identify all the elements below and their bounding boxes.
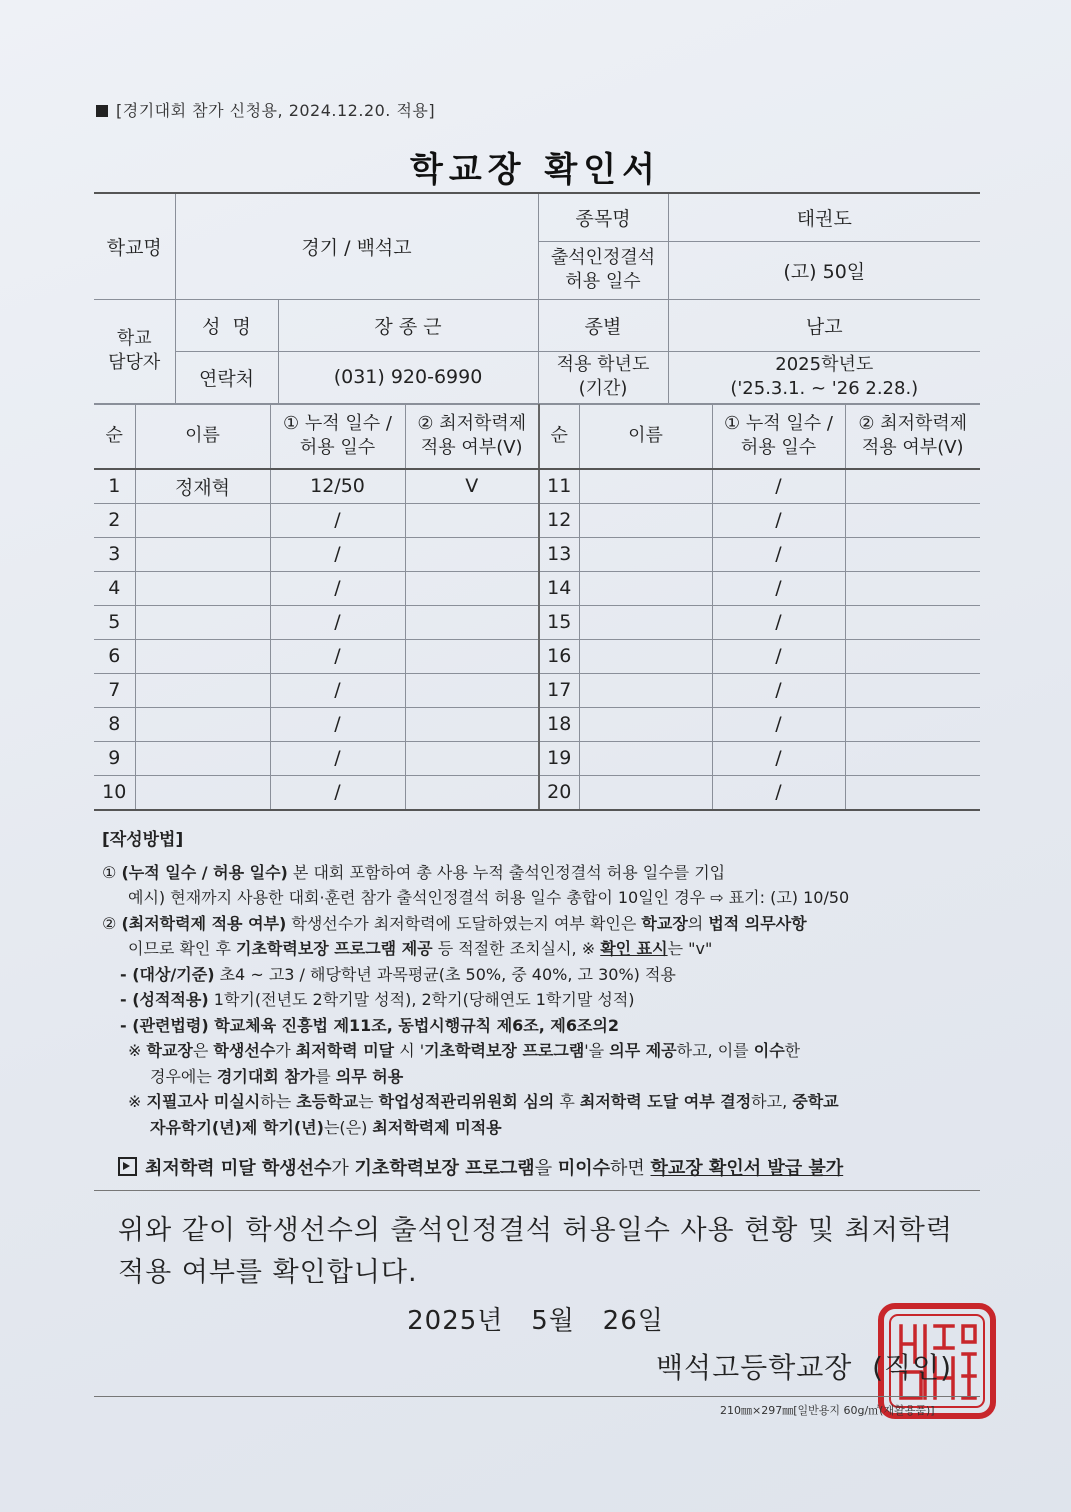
header-note-text: [경기대회 참가 신청용, 2024.12.20. 적용] (116, 101, 436, 120)
roster-header-days-right-line2: 허용 일수 (740, 437, 817, 459)
student-name (135, 741, 270, 775)
student-name-right (579, 537, 712, 571)
note-1-mark: ※ (128, 1041, 147, 1060)
instruction-2-text-e: 는 "v" (667, 939, 713, 958)
row-number-right: 13 (539, 537, 579, 571)
note-1-t5: 하고, 이를 (676, 1041, 754, 1060)
row-number: 3 (94, 537, 135, 571)
note-1-b2: 학생선수 (213, 1041, 276, 1060)
roster-header-min (405, 405, 539, 469)
category-value: 남고 (668, 299, 980, 351)
manager-label-line2: 담당자 (108, 352, 161, 373)
year-label-line2: (기간) (578, 378, 628, 399)
note-1-c3: 를 (315, 1066, 336, 1086)
table-row (94, 639, 980, 673)
note-1-b4: 기초학력보장 프로그램 (424, 1041, 585, 1060)
year-value-line1: 2025학년도 (775, 354, 874, 375)
student-name-right (579, 605, 712, 639)
student-name (135, 503, 270, 537)
roster-body (94, 469, 980, 810)
note-2-t3: 후 (554, 1092, 580, 1111)
notice-t1: 가 (331, 1158, 355, 1179)
note-1-cont (102, 1064, 982, 1090)
instruction-2-text-b: 의 (687, 913, 709, 933)
row-number: 4 (94, 571, 135, 605)
minimum-standard-right (845, 741, 980, 775)
minimum-standard (405, 775, 539, 810)
roster-header-min-line1: ② 최저학력제 (417, 413, 527, 435)
instruction-2-bold-b: 학교장 (641, 913, 688, 933)
detail-target-text: 초4 ~ 고3 / 해당학년 과목평균(초 50%, 중 40%, 고 30%) 적용 (214, 964, 676, 984)
row-number: 2 (94, 503, 135, 537)
instructions-heading: [작성방법] (102, 830, 184, 850)
roster-header-days-line2: 허용 일수 (299, 437, 376, 459)
minimum-standard (405, 741, 539, 775)
minimum-standard-right (845, 605, 980, 639)
signer: 백석고등학교장 (직인) (656, 1351, 953, 1384)
days-used-right: / (712, 775, 845, 810)
note-2-t1: 하는 (260, 1092, 297, 1111)
name-label: 성 명 (175, 299, 278, 351)
minimum-standard-right (845, 571, 980, 605)
detail-grades-title: - (성적적용) (120, 990, 209, 1009)
note-2-t2: 는 (358, 1092, 379, 1111)
roster-header-min-right (845, 405, 980, 469)
roster-table (94, 404, 980, 811)
table-row (94, 571, 980, 605)
table-row (94, 469, 980, 504)
manager-label-line1: 학교 (116, 328, 152, 349)
days-used: 12/50 (270, 469, 405, 504)
name-value: 장 종 근 (278, 299, 538, 351)
row-number: 9 (94, 741, 135, 775)
note-1-c4: 의무 허용 (335, 1066, 404, 1086)
student-name-right (579, 707, 712, 741)
days-used: / (270, 503, 405, 537)
contact-label: 연락처 (175, 351, 278, 403)
note-2-cont (102, 1115, 982, 1141)
student-name-right (579, 741, 712, 775)
roster-header-days-right (712, 405, 845, 469)
instruction-1-number: ① (102, 862, 117, 882)
days-used-right: / (712, 605, 845, 639)
days-used: / (270, 673, 405, 707)
header-note (96, 98, 435, 121)
note-1-t2: 가 (275, 1041, 296, 1060)
row-number-right: 16 (539, 639, 579, 673)
instruction-1 (102, 860, 982, 886)
note-2-t4: 하고, (751, 1092, 793, 1111)
days-used: / (270, 571, 405, 605)
row-number: 7 (94, 673, 135, 707)
note-2-b3: 학업성적관리위원회 심의 (378, 1092, 555, 1111)
notice-b4: 학교장 확인서 발급 불가 (650, 1158, 844, 1179)
note-1-b5: 의무 제공 (609, 1041, 677, 1060)
days-used-right: / (712, 537, 845, 571)
table-row (94, 741, 980, 775)
minimum-standard-right (845, 503, 980, 537)
row-number: 5 (94, 605, 135, 639)
roster-header-days (270, 405, 405, 469)
row-number-right: 15 (539, 605, 579, 639)
note-2 (102, 1089, 982, 1115)
roster-header-days-line1: ① 누적 일수 / (283, 413, 392, 435)
student-name (135, 707, 270, 741)
instruction-1-example: 예시) 현재까지 사용한 대회·훈련 참가 출석인정결석 허용 일수 총합이 10일인 경우 ⇨ 표기: (고) 10/50 (128, 888, 850, 907)
school-value: 경기 / 백석고 (175, 193, 538, 299)
roster-header-name: 이름 (135, 405, 270, 469)
notice (118, 1154, 843, 1180)
student-name-right (579, 673, 712, 707)
instruction-2-text-a: 학생선수가 최저학력에 도달하였는지 여부 확인은 (286, 913, 642, 933)
info-table (94, 192, 980, 404)
year-value (668, 351, 980, 403)
sport-value: 태권도 (668, 193, 980, 241)
row-number-right: 18 (539, 707, 579, 741)
minimum-standard: V (405, 469, 539, 504)
row-number-right: 17 (539, 673, 579, 707)
instruction-2-bold-c: 법적 의무사항 (708, 913, 807, 933)
note-1-c2: 경기대회 참가 (216, 1066, 316, 1086)
minimum-standard-right (845, 673, 980, 707)
days-used: / (270, 639, 405, 673)
roster-header-min-right-line2: 적용 여부(V) (861, 437, 964, 459)
detail-law (102, 1013, 982, 1039)
minimum-standard (405, 639, 539, 673)
row-number-right: 11 (539, 469, 579, 504)
minimum-standard-right (845, 639, 980, 673)
detail-grades (102, 987, 982, 1013)
minimum-standard (405, 503, 539, 537)
student-name-right (579, 503, 712, 537)
note-1-t1: 은 (192, 1041, 214, 1060)
days-used-right: / (712, 469, 845, 504)
table-row (94, 775, 980, 810)
row-number-right: 20 (539, 775, 579, 810)
notice-t3: 하면 (610, 1158, 651, 1179)
note-2-c1: 자유학기(년)제 학기(년) (150, 1117, 324, 1137)
table-row (94, 537, 980, 571)
confirmation-line-2: 적용 여부를 확인합니다. (118, 1257, 418, 1288)
note-2-mark: ※ (128, 1092, 147, 1111)
manager-label (94, 299, 175, 403)
minimum-standard (405, 537, 539, 571)
table-row (94, 605, 980, 639)
roster-header-no: 순 (94, 405, 135, 469)
days-used-right: / (712, 673, 845, 707)
days-used-right: / (712, 503, 845, 537)
student-name-right (579, 775, 712, 810)
row-number: 10 (94, 775, 135, 810)
instruction-2-text-c: 이므로 확인 후 (128, 939, 236, 958)
row-number: 8 (94, 707, 135, 741)
days-used: / (270, 707, 405, 741)
minimum-standard-right (845, 537, 980, 571)
instruction-2-cont (102, 936, 982, 962)
days-used-right: / (712, 741, 845, 775)
category-label: 종별 (538, 299, 668, 351)
student-name: 정재혁 (135, 469, 270, 504)
note-2-b1: 지필고사 미실시 (146, 1092, 261, 1111)
paper-size-note: 210㎜×297㎜[일반용지 60g/㎡(재활용품)] (720, 1404, 935, 1417)
note-2-b5: 중학교 (792, 1092, 839, 1111)
row-number-right: 19 (539, 741, 579, 775)
bottom-divider (94, 1396, 980, 1397)
divider (94, 1190, 980, 1191)
note-1-t4: '을 (584, 1041, 610, 1060)
row-number-right: 12 (539, 503, 579, 537)
contact-value: (031) 920-6990 (278, 351, 538, 403)
square-bullet-icon (96, 105, 108, 117)
student-name (135, 673, 270, 707)
roster-header-name-right: 이름 (579, 405, 712, 469)
instruction-1-title: (누적 일수 / 허용 일수) (121, 862, 288, 882)
instruction-2-number: ② (102, 913, 117, 933)
student-name (135, 775, 270, 810)
instruction-2-text-d: 등 적절한 조치실시, ※ (432, 939, 601, 958)
student-name (135, 537, 270, 571)
row-number: 1 (94, 469, 135, 504)
note-1-c1: 경우에는 (150, 1066, 217, 1086)
student-name-right (579, 571, 712, 605)
notice-t2: 을 (534, 1158, 558, 1179)
detail-target-title: - (대상/기준) (120, 964, 215, 984)
minimum-standard (405, 673, 539, 707)
minimum-standard (405, 707, 539, 741)
allowed-days-label (538, 241, 668, 299)
table-row (94, 503, 980, 537)
year-label-line1: 적용 학년도 (556, 354, 650, 375)
arrow-box-icon (118, 1157, 137, 1176)
instruction-2-bold-e: 확인 표시 (600, 939, 668, 958)
days-used: / (270, 537, 405, 571)
notice-b2: 기초학력보장 프로그램 (354, 1158, 535, 1179)
days-used-right: / (712, 571, 845, 605)
instruction-1-text: 본 대회 포함하여 총 사용 누적 출석인정결석 허용 일수를 기입 (287, 862, 726, 882)
days-used-right: / (712, 707, 845, 741)
confirmation-line-1: 위와 같이 학생선수의 출석인정결석 허용일수 사용 현황 및 최저학력 (118, 1215, 953, 1246)
minimum-standard (405, 571, 539, 605)
table-row (94, 673, 980, 707)
student-name (135, 571, 270, 605)
note-1-b6: 이수 (753, 1041, 785, 1060)
page-title: 학교장 확인서 (410, 150, 661, 190)
instruction-2-title: (최저학력제 적용 여부) (121, 913, 287, 933)
year-value-line2: ('25.3.1. ~ '26 2.28.) (730, 378, 919, 399)
year-label (538, 351, 668, 403)
sport-label: 종목명 (538, 193, 668, 241)
row-number: 6 (94, 639, 135, 673)
note-1 (102, 1038, 982, 1064)
days-used-right: / (712, 639, 845, 673)
row-number-right: 14 (539, 571, 579, 605)
notice-b1: 최저학력 미달 학생선수 (145, 1158, 332, 1179)
school-label: 학교명 (94, 193, 175, 299)
note-2-c3: 최저학력제 미적용 (372, 1117, 502, 1137)
student-name-right (579, 469, 712, 504)
roster-header-days-right-line1: ① 누적 일수 / (724, 413, 833, 435)
detail-grades-text: 1학기(전년도 2학기말 성적), 2학기(당해연도 1학기말 성적) (208, 990, 635, 1009)
detail-law-text: - (관련법령) 학교체육 진흥법 제11조, 동법시행규칙 제6조, 제6조의2 (120, 1015, 620, 1035)
days-used: / (270, 605, 405, 639)
issue-date: 2025년 5월 26일 (407, 1306, 664, 1336)
minimum-standard (405, 605, 539, 639)
confirmation-statement (118, 1210, 968, 1294)
note-2-b4: 최저학력 도달 여부 결정 (579, 1092, 752, 1111)
roster-header-min-right-line1: ② 최저학력제 (858, 413, 968, 435)
student-name (135, 605, 270, 639)
instruction-2-bold-d: 기초학력보장 프로그램 제공 (236, 939, 433, 958)
minimum-standard-right (845, 775, 980, 810)
note-1-b1: 학교장 (146, 1041, 193, 1060)
roster-header-min-line2: 적용 여부(V) (420, 437, 523, 459)
notice-b3: 미이수 (557, 1158, 610, 1179)
roster-header-no-right: 순 (539, 405, 579, 469)
note-1-b3: 최저학력 미달 (295, 1041, 395, 1060)
table-row (94, 707, 980, 741)
note-1-t3: 시 ' (394, 1041, 425, 1060)
note-1-t6: 한 (784, 1041, 801, 1060)
minimum-standard-right (845, 707, 980, 741)
allowed-days-label-line2: 허용 일수 (565, 271, 641, 292)
student-name-right (579, 639, 712, 673)
days-used: / (270, 741, 405, 775)
allowed-days-label-line1: 출석인정결석 (550, 247, 656, 268)
note-2-b2: 초등학교 (296, 1092, 359, 1111)
instruction-2 (102, 911, 982, 937)
allowed-days-value: (고) 50일 (668, 241, 980, 299)
days-used: / (270, 775, 405, 810)
note-2-c2: 는(은) (323, 1117, 373, 1137)
student-name (135, 639, 270, 673)
minimum-standard-right (845, 469, 980, 504)
detail-target (102, 962, 982, 988)
instructions (102, 828, 982, 1140)
